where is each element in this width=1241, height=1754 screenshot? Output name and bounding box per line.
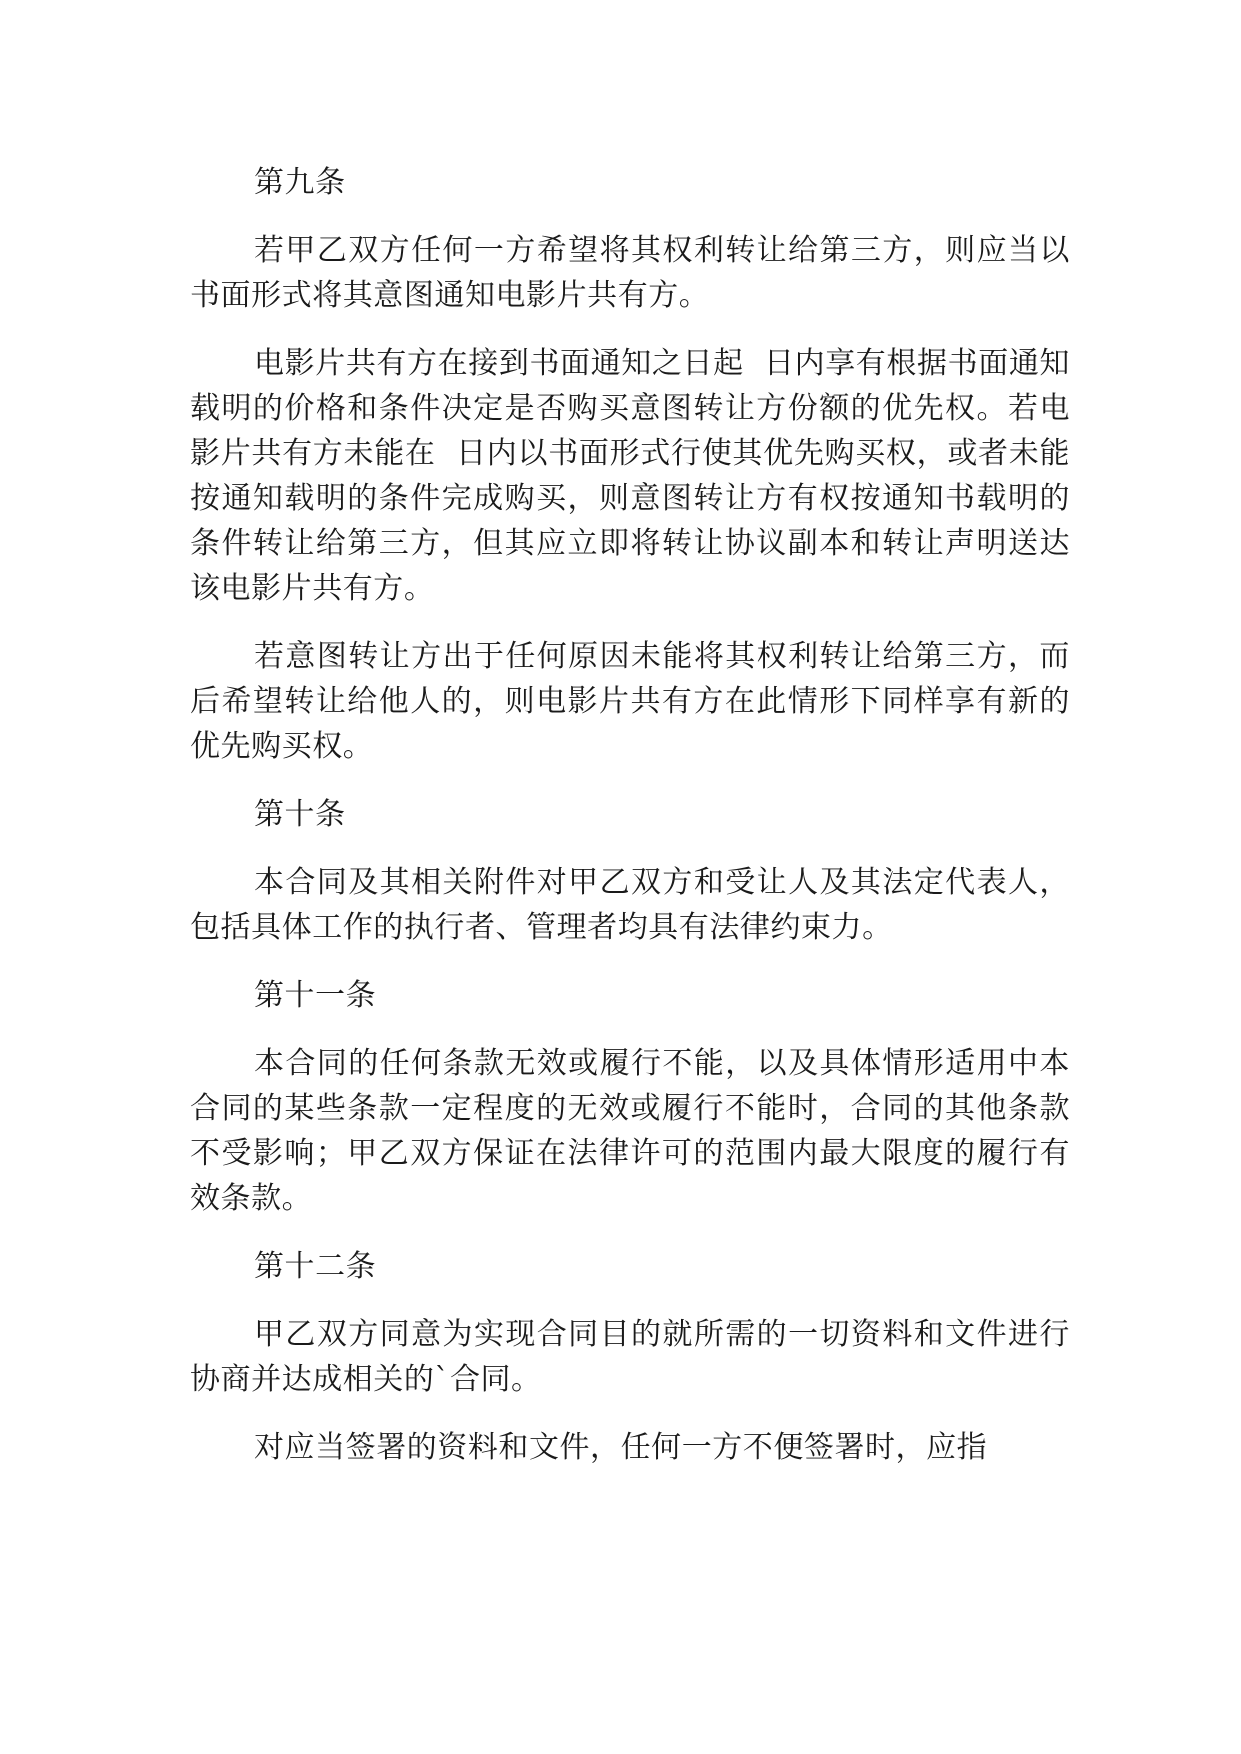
paragraph: 甲乙双方同意为实现合同目的就所需的一切资料和文件进行协商并达成相关的`合同。 [190,1317,1070,1397]
paragraph: 若意图转让方出于任何原因未能将其权利转让给第三方，而后希望转让给他人的，则电影片共有方在此情形下同样享有新的优先购买权。 [190,639,1070,764]
article-heading: 第十条 [254,797,346,832]
article-heading: 第十一条 [254,978,377,1013]
paragraph: 若甲乙双方任何一方希望将其权利转让给第三方，则应当以书面形式将其意图通知电影片共有方。 [190,233,1070,313]
paragraph: 电影片共有方在接到书面通知之日起 日内享有根据书面通知载明的价格和条件决定是否购买意图转让方份额的优先权。若电影片共有方未能在 日内以书面形式行使其优先购买权，或者未能按通知载明的条件完成购买，则意图转让方有权按通知书载明的条件转让给第三方，但其应立即将转让协议副本和转让声明送达该电影片共有方。 [190,346,1070,606]
document-body [190,160,1070,1493]
paragraph: 本合同的任何条款无效或履行不能，以及具体情形适用中本合同的某些条款一定程度的无效或履行不能时，合同的其他条款不受影响；甲乙双方保证在法律许可的范围内最大限度的履行有效条款。 [190,1046,1070,1216]
article-heading: 第十二条 [254,1249,377,1284]
paragraph: 本合同及其相关附件对甲乙双方和受让人及其法定代表人，包括具体工作的执行者、管理者均具有法律约束力。 [190,865,1070,945]
paragraph: 对应当签署的资料和文件，任何一方不便签署时，应指 [254,1430,988,1465]
article-heading: 第九条 [254,165,346,200]
